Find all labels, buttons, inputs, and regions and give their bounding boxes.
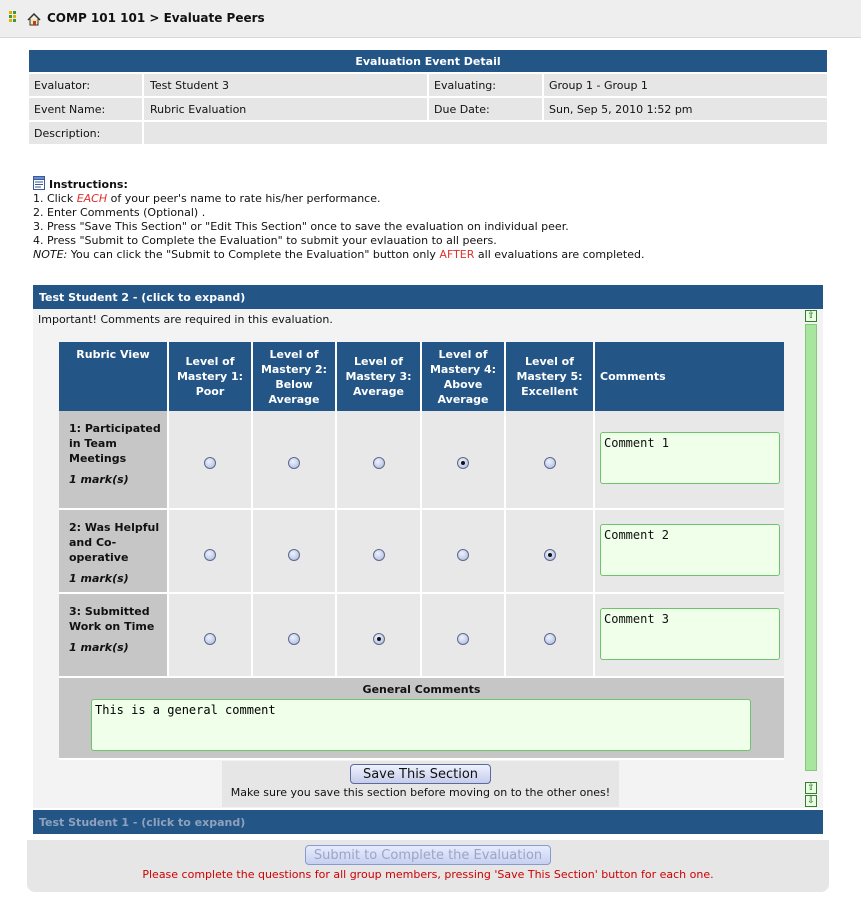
level-2-radio[interactable] xyxy=(288,549,300,561)
instruction-line-2: 2. Enter Comments (Optional) . xyxy=(33,206,206,219)
criterion-row xyxy=(59,593,784,677)
criterion-label: 3: Submitted Work on Time 1 mark(s) xyxy=(59,593,168,677)
submit-evaluation-button[interactable]: Submit to Complete the Evaluation xyxy=(305,845,551,865)
criterion-row xyxy=(59,509,784,593)
event-detail-title: Evaluation Event Detail xyxy=(29,50,827,72)
breadcrumb: COMP 101 101 > Evaluate Peers xyxy=(47,11,265,25)
level-5-radio[interactable] xyxy=(544,457,556,469)
level-3-radio[interactable] xyxy=(373,633,385,645)
evaluating-label: Evaluating: xyxy=(429,74,544,96)
evaluator-label: Evaluator: xyxy=(29,74,144,96)
menu-grid-icon[interactable] xyxy=(9,11,18,23)
due-date-value: Sun, Sep 5, 2010 1:52 pm xyxy=(544,98,827,120)
scroll-down-icon[interactable]: ⇩ xyxy=(805,795,817,807)
level-5-radio[interactable] xyxy=(544,549,556,561)
instruction-note: NOTE: You can click the "Submit to Complete the Evaluation" button only AFTER all evaluations are completed. xyxy=(33,248,645,261)
level-4-header: Level of Mastery 4: Above Average xyxy=(421,342,505,411)
level-1-radio[interactable] xyxy=(204,633,216,645)
general-comment-field[interactable] xyxy=(91,699,751,751)
save-section-button[interactable]: Save This Section xyxy=(350,764,491,784)
section-header-test-student-2[interactable]: Test Student 2 - (click to expand) xyxy=(33,285,823,309)
level-2-radio[interactable] xyxy=(288,633,300,645)
important-note: Important! Comments are required in this evaluation. xyxy=(38,313,333,326)
notepad-icon xyxy=(33,176,45,190)
level-4-radio[interactable] xyxy=(457,457,469,469)
scroll-top-icon[interactable]: ⇧ xyxy=(805,310,817,322)
submit-warning: Please complete the questions for all group members, pressing 'Save This Section' button for each one. xyxy=(142,868,714,881)
level-4-radio[interactable] xyxy=(457,633,469,645)
general-comments-row xyxy=(59,677,784,759)
scroll-up-icon[interactable]: ⇧ xyxy=(805,782,817,794)
level-3-radio[interactable] xyxy=(373,457,385,469)
top-bar xyxy=(0,0,861,38)
criterion-row xyxy=(59,411,784,509)
level-3-radio[interactable] xyxy=(373,549,385,561)
save-area xyxy=(222,761,619,807)
scroll-track[interactable] xyxy=(805,324,817,771)
description-label: Description: xyxy=(29,122,144,144)
level-2-header: Level of Mastery 2: Below Average xyxy=(252,342,336,411)
section-header-test-student-1[interactable]: Test Student 1 - (click to expand) xyxy=(33,810,823,834)
level-4-radio[interactable] xyxy=(457,549,469,561)
comment-field-1[interactable] xyxy=(600,432,780,484)
comments-header: Comments xyxy=(594,342,784,411)
event-name-value: Rubric Evaluation xyxy=(144,98,429,120)
section-scrollbar[interactable] xyxy=(804,309,818,808)
event-name-label: Event Name: xyxy=(29,98,144,120)
instruction-line-4: 4. Press "Submit to Complete the Evaluation" to submit your evlauation to all peers. xyxy=(33,234,497,247)
evaluator-value: Test Student 3 xyxy=(144,74,429,96)
criterion-label: 2: Was Helpful and Co-operative 1 mark(s) xyxy=(59,509,168,593)
home-icon[interactable] xyxy=(27,13,41,26)
rubric-view-header: Rubric View xyxy=(59,342,168,411)
level-2-radio[interactable] xyxy=(288,457,300,469)
level-3-header: Level of Mastery 3: Average xyxy=(336,342,421,411)
evaluating-value: Group 1 - Group 1 xyxy=(544,74,827,96)
general-comments-title: General Comments xyxy=(362,683,481,696)
instructions xyxy=(33,176,644,262)
instructions-title: Instructions: xyxy=(49,178,128,191)
due-date-label: Due Date: xyxy=(429,98,544,120)
submit-footer xyxy=(27,840,829,892)
description-value xyxy=(144,122,827,144)
event-detail-table xyxy=(29,48,827,146)
save-note: Make sure you save this section before moving on to the other ones! xyxy=(230,786,611,799)
comment-field-3[interactable] xyxy=(600,608,780,660)
level-1-radio[interactable] xyxy=(204,457,216,469)
level-5-radio[interactable] xyxy=(544,633,556,645)
criterion-label: 1: Participated in Team Meetings 1 mark(s) xyxy=(59,411,168,509)
level-1-radio[interactable] xyxy=(204,549,216,561)
level-1-header: Level of Mastery 1: Poor xyxy=(168,342,252,411)
instruction-line-1: 1. Click EACH of your peer's name to rate his/her performance. xyxy=(33,192,381,205)
instruction-line-3: 3. Press "Save This Section" or "Edit This Section" once to save the evaluation on individual peer. xyxy=(33,220,569,233)
rubric-table xyxy=(59,342,784,760)
level-5-header: Level of Mastery 5: Excellent xyxy=(505,342,594,411)
comment-field-2[interactable] xyxy=(600,524,780,576)
